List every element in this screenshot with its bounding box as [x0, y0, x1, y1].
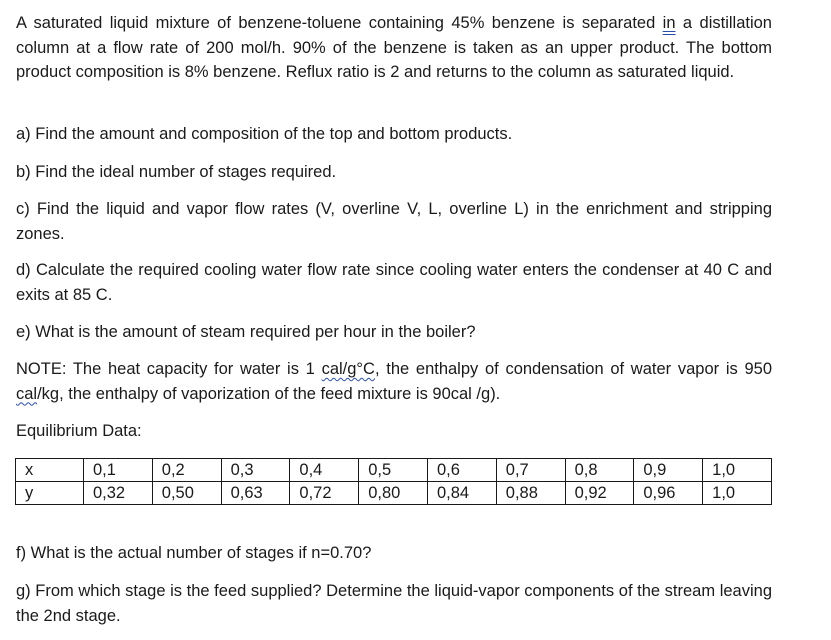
equilibrium-title: Equilibrium Data:	[16, 422, 142, 440]
table-cell: 0,92	[565, 482, 634, 505]
table-cell: 0,88	[496, 482, 565, 505]
row-label-y: y	[16, 482, 84, 505]
question-f: f) What is the actual number of stages if n=0.70?	[16, 544, 372, 562]
table-cell: 0,84	[427, 482, 496, 505]
table-cell: 0,50	[152, 482, 221, 505]
question-b: b) Find the ideal number of stages required.	[16, 163, 337, 181]
spelling-flagged-unit-1: cal/g°C	[321, 360, 375, 378]
note-paragraph	[16, 357, 772, 406]
table-cell: 1,0	[703, 459, 772, 482]
problem-statement-text-1: A saturated liquid mixture of benzene-toluene containing 45% benzene is separated	[16, 14, 663, 32]
question-d: d) Calculate the required cooling water flow rate since cooling water enters the condenser at 40 C and exits at 85 C.	[16, 261, 772, 304]
table-cell: 0,63	[221, 482, 290, 505]
question-e: e) What is the amount of steam required per hour in the boiler?	[16, 323, 476, 341]
table-cell: 0,5	[359, 459, 428, 482]
table-cell: 0,80	[359, 482, 428, 505]
note-text-3: /kg, the enthalpy of vaporization of the feed mixture is 90cal /g).	[37, 384, 501, 403]
grammar-flagged-word: in	[662, 14, 676, 32]
table-cell: 1,0	[703, 482, 772, 505]
spelling-flagged-unit-2: cal	[16, 384, 38, 403]
table-cell: 0,1	[84, 459, 153, 482]
table-cell: 0,8	[565, 459, 634, 482]
table-cell: 0,96	[634, 482, 703, 505]
table-cell: 0,4	[290, 459, 359, 482]
table-cell: 0,72	[290, 482, 359, 505]
table-cell: 0,7	[496, 459, 565, 482]
table-cell: 0,9	[634, 459, 703, 482]
table-row-y	[16, 482, 772, 505]
problem-statement-text-2: a distillation column at a flow rate of 200 mol/h. 90% of the benzene is taken as an upper product. The bottom product composition is 8% benzene. Reflux ratio is 2 and returns to the column as saturated liquid.	[16, 14, 772, 81]
question-c: c) Find the liquid and vapor flow rates (V, overline V, L, overline L) in the enrichment and stripping zones.	[16, 200, 772, 243]
question-g: g) From which stage is the feed supplied? Determine the liquid-vapor components of the stream leaving the 2nd stage.	[16, 582, 772, 625]
note-text-1: NOTE: The heat capacity for water is 1	[16, 360, 322, 378]
question-a: a) Find the amount and composition of the top and bottom products.	[16, 125, 513, 143]
table-cell: 0,2	[152, 459, 221, 482]
note-text-2: , the enthalpy of condensation of water vapor is 950	[374, 360, 772, 378]
table-row-x	[16, 459, 772, 482]
equilibrium-table	[15, 458, 772, 505]
table-cell: 0,3	[221, 459, 290, 482]
row-label-x: x	[16, 459, 84, 482]
table-cell: 0,32	[84, 482, 153, 505]
problem-statement	[16, 11, 772, 85]
table-cell: 0,6	[427, 459, 496, 482]
